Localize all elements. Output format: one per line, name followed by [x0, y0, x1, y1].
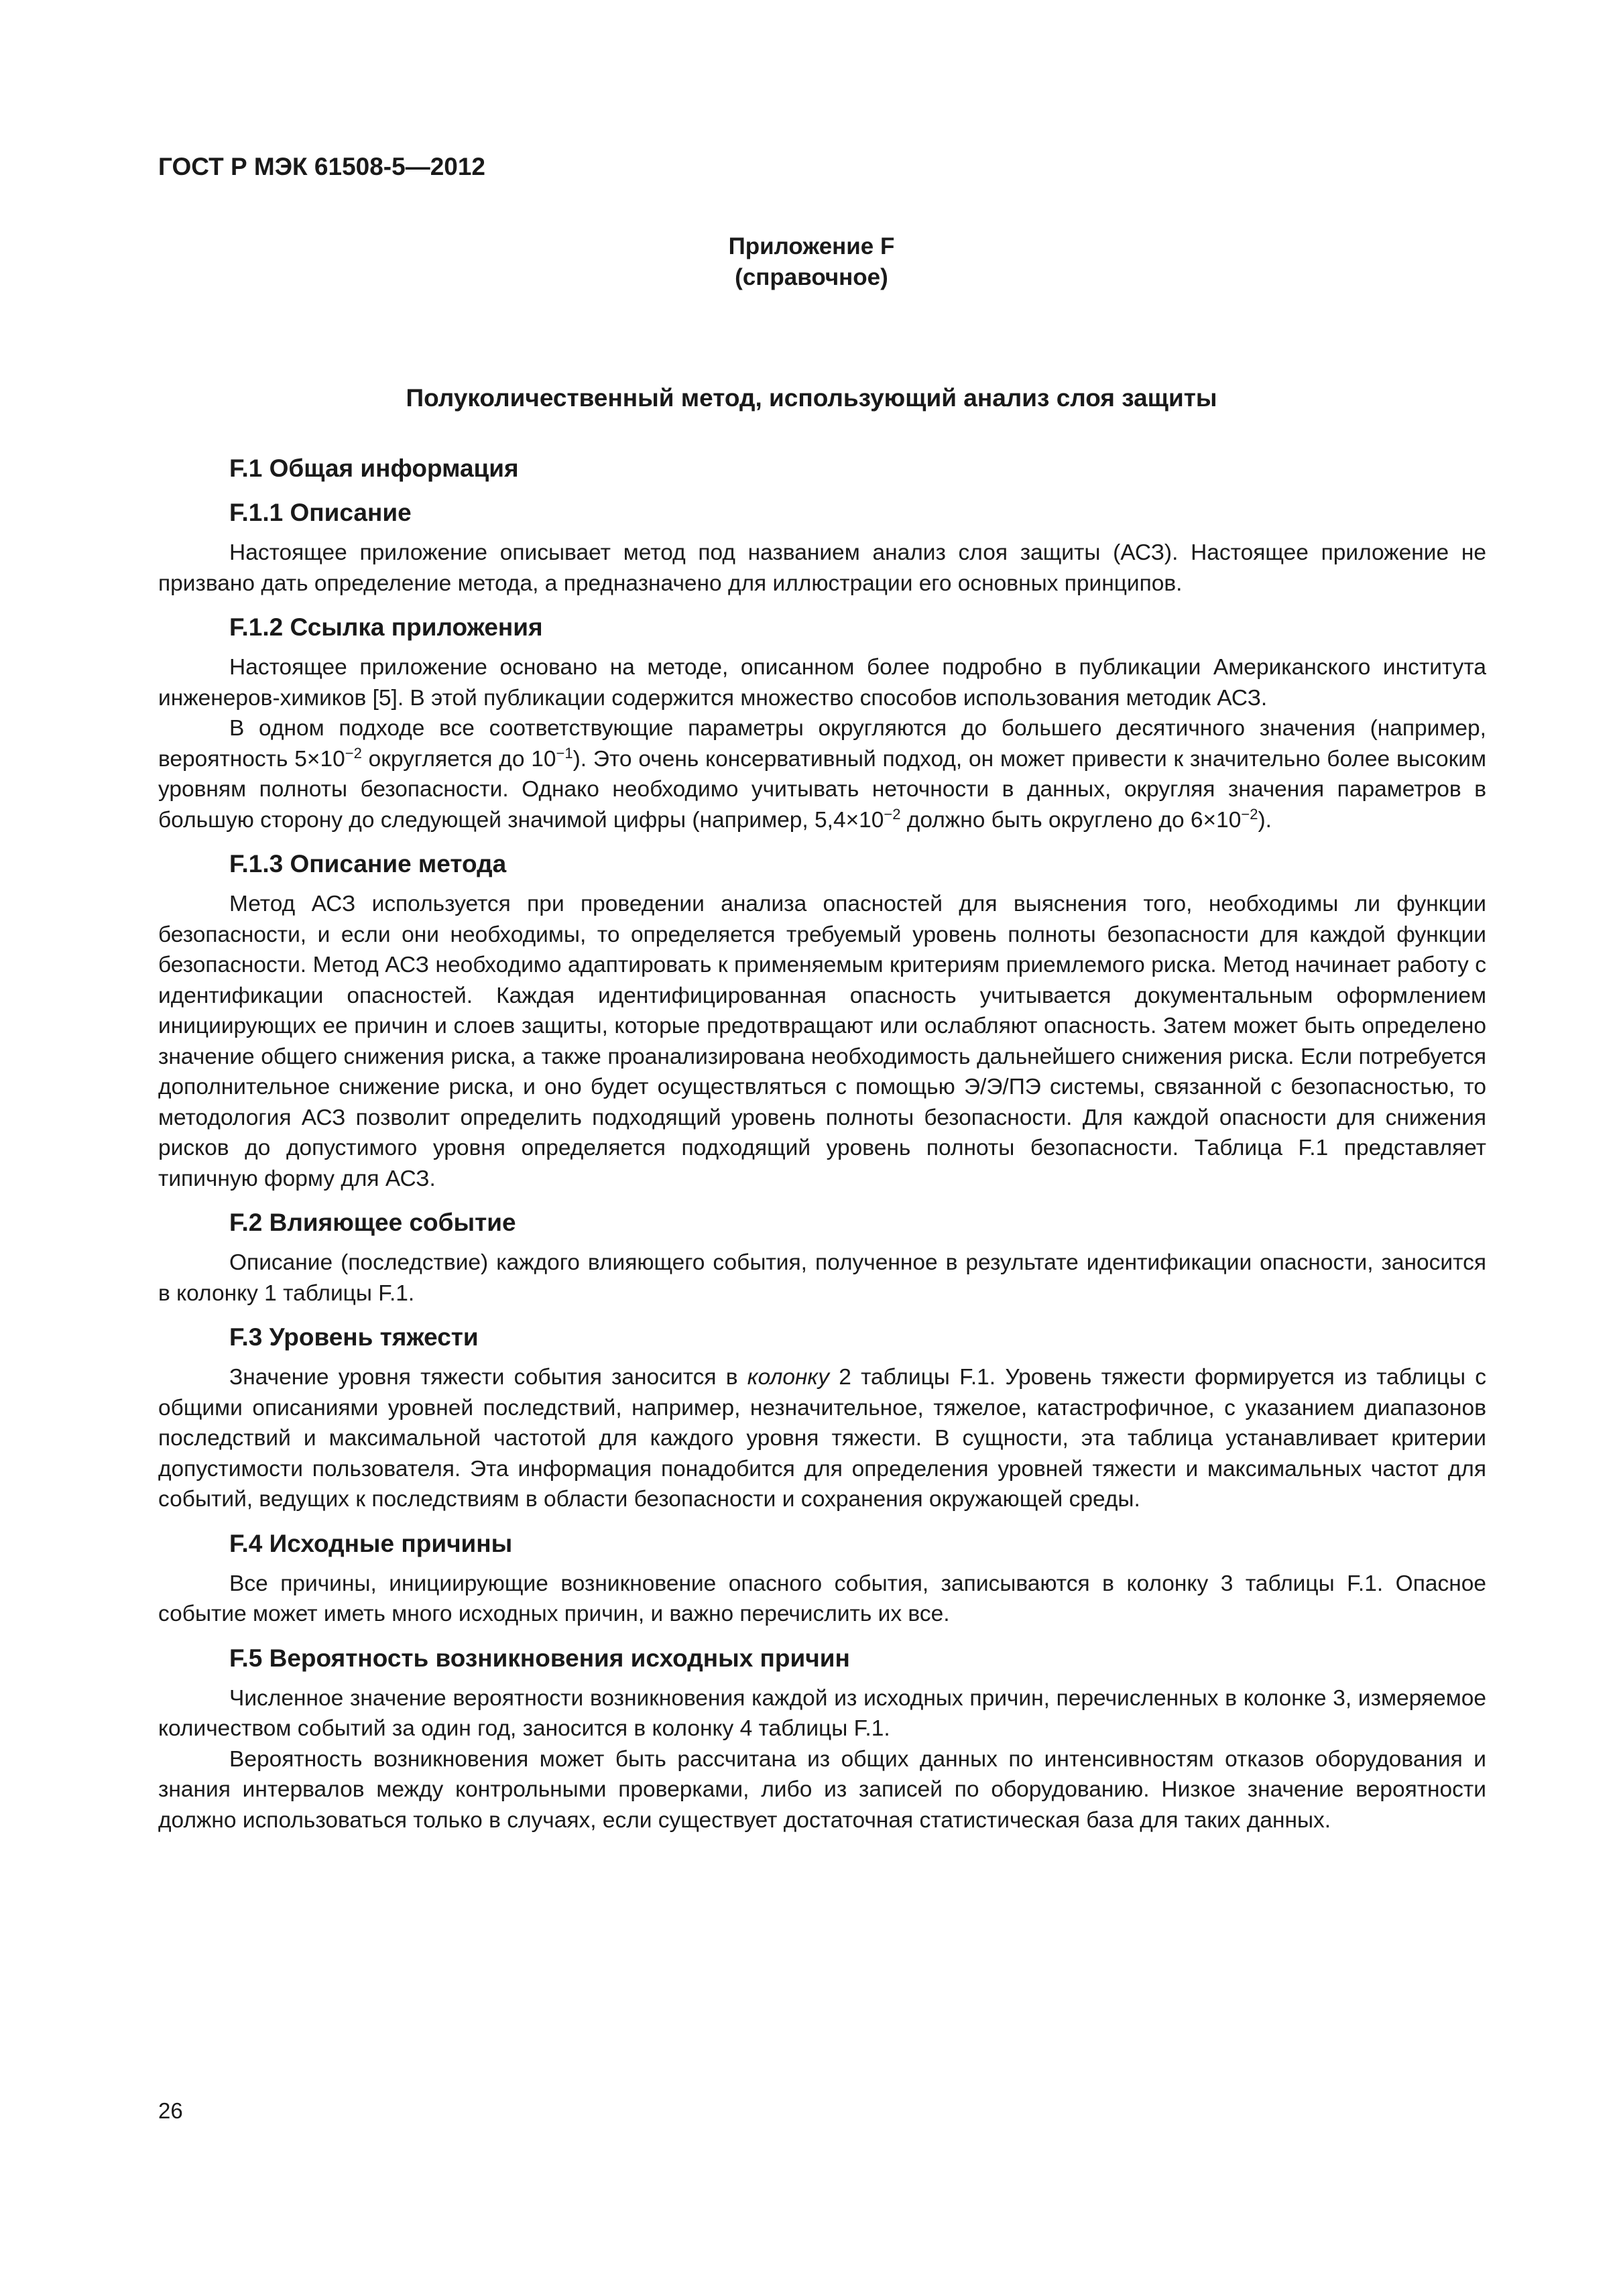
page-number: 26	[158, 2098, 183, 2123]
section-heading: F.1.2 Ссылка приложения	[229, 613, 543, 641]
document-code: ГОСТ Р МЭК 61508-5—2012	[158, 153, 486, 180]
section-heading: F.1.1 Описание	[229, 499, 412, 526]
annex-number: Приложение F	[728, 233, 895, 259]
body-paragraph: Метод АСЗ используется при проведении анализа опасностей для выяснения того, необходимы ли функции безопасности, и если они необходимы, то определяется требуемый уровень полноты безопасности для каждой функции безопасности. Метод АСЗ необходимо адаптировать к применяемым критериям приемлемого риска. Метод начинает работу с идентификации опасностей. Каждая идентифицированная опасность учитывается документальным оформлением инициирующих ее причин и слоев защиты, которые предотвращают или ослабляют опасность. Затем может быть определено значение общего снижения риска, а также проанализирована необходимость дальнейшего снижения риска. Если потребуется дополнительное снижение риска, и оно будет осуществляться с помощью Э/Э/ПЭ системы, связанной с безопасностью, то методология АСЗ позволит определить подходящий уровень полноты безопасности. Для каждой опасности для снижения рисков до допустимого уровня определяется подходящий уровень полноты безопасности. Таблица F.1 представляет типичную форму для АСЗ.	[158, 892, 1486, 1191]
section-heading: F.3 Уровень тяжести	[229, 1323, 479, 1351]
body-paragraph: Настоящее приложение описывает метод под названием анализ слоя защиты (АСЗ). Настоящее приложение не призвано дать определение метода, а предназначено для иллюстрации его основных принципов.	[158, 540, 1486, 596]
annex-type: (справочное)	[735, 264, 888, 290]
section-heading: F.1 Общая информация	[229, 455, 519, 482]
body-paragraph: Все причины, инициирующие возникновение опасного события, записываются в колонку 3 таблицы F.1. Опасное событие может иметь много исходных причин, и важно перечислить их все.	[158, 1571, 1486, 1626]
body-paragraph: Настоящее приложение основано на методе, описанном более подробно в публикации Американского института инженеров-химиков [5]. В этой публикации содержится множество способов использования методик АСЗ.	[158, 655, 1486, 711]
body-paragraph: Значение уровня тяжести события заносится в колонку 2 таблицы F.1. Уровень тяжести формируется из таблицы с общими описаниями уровней последствий, например, незначительное, тяжелое, катастрофичное, с указанием диапазонов последствий и максимальной частотой для каждого уровня тяжести. В сущности, эта таблица устанавливает критерии допустимости пользователя. Эта информация понадобится для определения уровней тяжести и максимальных частот для событий, ведущих к последствиям в области безопасности и сохранения окружающей среды.	[158, 1365, 1486, 1512]
section-heading: F.1.3 Описание метода	[229, 850, 507, 878]
body-paragraph: Численное значение вероятности возникновения каждой из исходных причин, перечисленных в колонке 3, измеряемое количеством событий за один год, заносится в колонку 4 таблицы F.1.	[158, 1685, 1486, 1741]
document-body	[158, 453, 1486, 1835]
section-heading: F.2 Влияющее событие	[229, 1209, 516, 1236]
annex-label	[0, 231, 1623, 293]
body-paragraph: В одном подходе все соответствующие параметры округляются до большего десятичного значения (например, вероятность $5\times 10^{-2}$ округляется до $10^{-1}$). Это очень консервативный подход, он может привести к значительно более высоким уровням полноты безопасности. Однако необходимо учитывать неточности в данных, округляя значения параметров в большую сторону до следующей значимой цифры (например, $5,4\times 10^{-2}$ должно быть округлено до $6\times 10^{-2}$).	[158, 716, 1486, 833]
section-heading: F.5 Вероятность возникновения исходных причин	[229, 1644, 850, 1672]
body-paragraph: Вероятность возникновения может быть рассчитана из общих данных по интенсивностям отказов оборудования и знания интервалов между контрольными проверками, либо из записей по оборудованию. Низкое значение вероятности должно использоваться только в случаях, если существует достаточная статистическая база для таких данных.	[158, 1746, 1486, 1833]
body-paragraph: Описание (последствие) каждого влияющего события, полученное в результате идентификации опасности, заносится в колонку 1 таблицы F.1.	[158, 1250, 1486, 1306]
annex-title: Полуколичественный метод, использующий анализ слоя защиты	[406, 384, 1217, 412]
section-heading: F.4 Исходные причины	[229, 1529, 513, 1557]
